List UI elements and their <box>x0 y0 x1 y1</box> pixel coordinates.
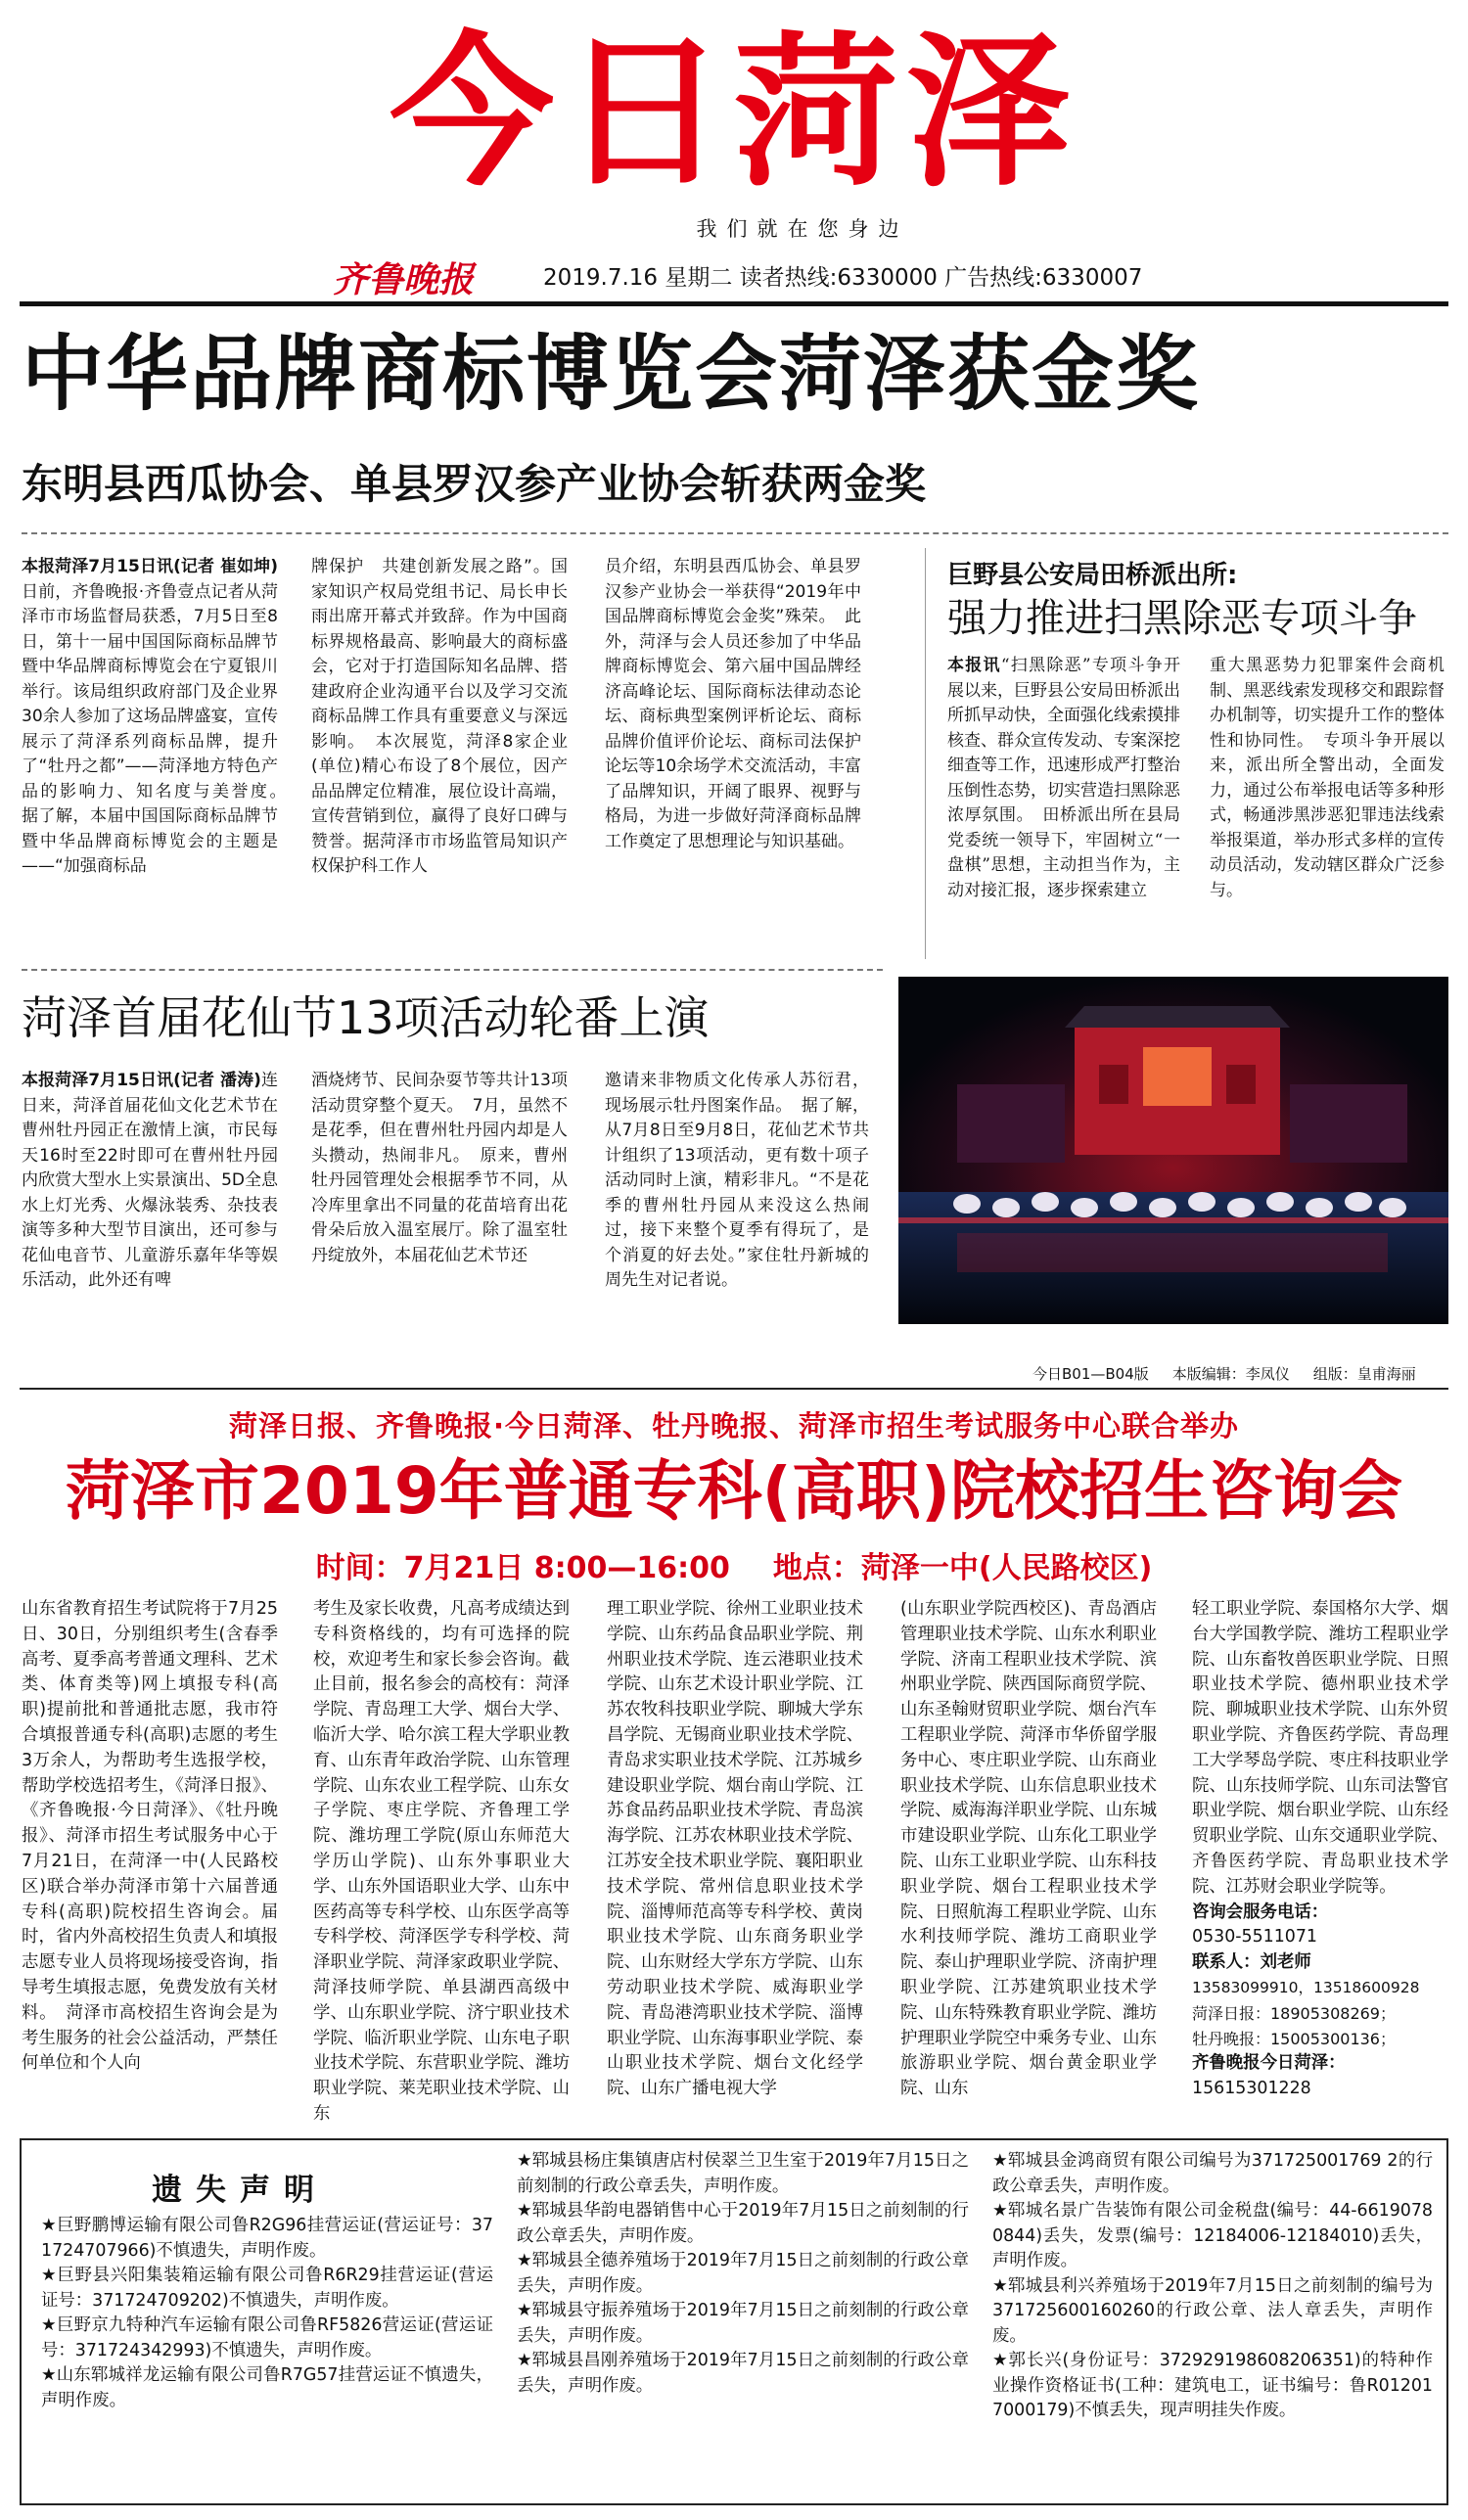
lead-column-2: 牌保护 共建创新发展之路”。国家知识产权局党组书记、局长申长雨出席开幕式并致辞。作为中国商标界规格最高、影响最大的商标盛会，它对于打造国际知名品牌、搭建政府企业沟通平台以及学习交流商标品牌工作具有重要意义与深远影响。 本次展览，菏泽8家企业(单位)精心布设了8个展位，因产品品牌定位精准，展位设计高端，宣传营销到位，赢得了良好口碑与赞誉。据菏泽市市场监管局知识产权保护科工作人 <box>311 557 568 876</box>
brand-logo: 齐鲁晚报 <box>333 259 475 300</box>
ad-time-place <box>0 1543 1468 1586</box>
column-separator <box>925 548 926 959</box>
notice-item: ★郭长兴(身份证号：372929198608206351)的特种作业操作资格证书(工种：建筑电工，证书编号：鲁R012017000179)不慎丢失，现声明挂失作废。 <box>992 2351 1433 2420</box>
sidebar-column-2: 重大黑恶势力犯罪案件会商机制、黑恶线索发现移交和跟踪督办机制等，切实提升工作的整体性和协同性。 专项斗争开展以来，派出所全警出动，全面发力，通过公布举报电话等多种形式，畅通涉黑涉恶犯罪违法线索举报渠道，举办形式多样的宣传动员活动，发动辖区群众广泛参与。 <box>1210 656 1445 900</box>
credits-pages: 今日B01—B04版 <box>1032 1365 1149 1383</box>
dateline: 2019.7.16 星期二 读者热线:6330000 广告热线:6330007 <box>543 265 1143 291</box>
ad-headline: 菏泽市2019年普通专科(高职)院校招生咨询会 <box>65 1453 1403 1529</box>
ad-column-5 <box>1192 1597 1448 2102</box>
credits-editor: 本版编辑：李凤仪 <box>1171 1365 1290 1383</box>
sidebar-headline: 强力推进扫黑除恶专项斗争 <box>947 596 1417 641</box>
notice-item: ★郓城名景广告装饰有限公司金税盘(编号：44-66190780844)丢失，发票(编号：12184006-12184010)丢失，声明作废。 <box>992 2201 1433 2270</box>
festival-column-2: 酒烧烤节、民间杂耍节等共计13项活动贯穿整个夏天。 7月，虽然不是花季，但在曹州牡丹园内却是人头攒动，热闹非凡。 原来，曹州牡丹园管理处会根据季节不同，从冷库里拿出不同量的花苗培育出花骨朵后放入温室展厅。除了温室牡丹绽放外，本届花仙艺术节还 <box>311 1071 568 1265</box>
notice-column-2 <box>517 2149 969 2399</box>
lead-byline: 本报菏泽7月15日讯(记者 崔如坤) <box>22 557 278 576</box>
ad-col5-text: 轻工职业学院、泰国格尔大学、烟台大学国教学院、潍坊工程职业学院、山东畜牧兽医职业学院、日照职业技术学院、德州职业技术学院、聊城职业技术学院、山东外贸职业学院、齐鲁医药学院、青岛理工大学琴岛学院、枣庄科技职业学院、山东技师学院、山东司法警官职业学院、烟台职业学院、山东经贸职业学院、山东交通职业学院、齐鲁医药学院、青岛职业技术学院、江苏财会职业学院等。 <box>1192 1599 1448 1897</box>
sidebar-column-1 <box>947 654 1180 903</box>
lost-notice-title: 遗失声明 <box>152 2173 328 2208</box>
notice-item: ★山东郓城祥龙运输有限公司鲁R7G57挂营运证不慎遗失，声明作废。 <box>41 2365 493 2410</box>
contact-phone: 0530-5511071 <box>1192 1927 1317 1947</box>
ad-column-1: 山东省教育招生考试院将于7月25日、30日，分别组织考生(含春季高考、夏季高考普通文理科、艺术类、体育类等)网上填报专科(高职)提前批和普通批志愿，我市符合填报普通专科(高职)志愿的考生3万余人，为帮助考生选报学校，帮助学校选招考生，《菏泽日报》、《齐鲁晚报·今日菏泽》、《牡丹晚报》、菏泽市招生考试服务中心于7月21日，在菏泽一中(人民路校区)联合举办菏泽市第十六届普通专科(高职)院校招生咨询会。届时，省内外高校招生负责人和填报志愿专业人员将现场接受咨询，指导考生填报志愿，免费发放有关材料。 菏泽市高校招生咨询会是为考生服务的社会公益活动，严禁任何单位和个人向 <box>22 1599 278 2074</box>
masthead-title: 今日菏泽 <box>390 17 1078 208</box>
masthead-slogan: 我们就在您身边 <box>696 217 909 241</box>
lead-headline: 中华品牌商标博览会菏泽获金奖 <box>22 326 1201 422</box>
ad-column-3: 理工职业学院、徐州工业职业技术学院、山东药品食品职业学院、荆州职业技术学院、连云港职业技术学院、山东艺术设计职业学院、江苏农牧科技职业学院、聊城大学东昌学院、无锡商业职业技术学院、青岛求实职业技术学院、江苏城乡建设职业学院、烟台南山学院、江苏食品药品职业技术学院、青岛滨海学院、江苏农林职业技术学院、江苏安全技术职业学院、襄阳职业技术学院、常州信息职业技术学院、淄博师范高等专科学校、黄岗职业技术学院、山东商务职业学院、山东财经大学东方学院、山东劳动职业技术学院、威海职业学院、青岛港湾职业技术学院、淄博职业学院、山东海事职业学院、泰山职业技术学院、烟台文化经学院、山东广播电视大学 <box>607 1599 863 2099</box>
lead-column-1 <box>22 555 295 880</box>
notice-item: ★巨野鹏博运输有限公司鲁R2G96挂营运证(营运证号：371724707966)不慎遗失，声明作废。 <box>41 2216 493 2261</box>
lead-col1-text: 日前，齐鲁晚报·齐鲁壹点记者从菏泽市市场监督局获悉，7月5日至8日，第十一届中国国际商标品牌节暨中华品牌商标博览会在宁夏银川举行。该局组织政府部门及企业界30余人参加了这场品牌盛宴，宣传展示了菏泽系列商标品牌，提升了“牡丹之都”——菏泽地方特色产品的影响力、知名度与美誉度。 据了解，本届中国国际商标品牌节暨中华品牌商标博览会的主题是——“加强商标品 <box>22 581 295 876</box>
credits-layout: 组版：皇甫海丽 <box>1312 1365 1416 1383</box>
masthead-rule <box>20 301 1448 306</box>
ad-top-rule <box>20 1388 1448 1390</box>
sidebar-col1-text: “扫黑除恶”专项斗争开展以来，巨野县公安局田桥派出所抓早动快，全面强化线索摸排核查、群众宣传发动、专案深挖细查等工作，迅速形成严打整治压倒性态势，切实营造扫黑除恶浓厚氛围。 田桥派出所在县局党委统一领导下，牢固树立“一盘棋”思想，主动担当作为，主动对接汇报，逐步探索建立 <box>947 656 1181 900</box>
lead-subheadline: 东明县西瓜协会、单县罗汉参产业协会斩获两金奖 <box>22 460 927 508</box>
contact-label: 咨询会服务电话： <box>1192 1901 1329 1922</box>
notice-item: ★郓城县利兴养殖场于2019年7月15日之前刻制的编号为371725600160260的行政公章、法人章丢失，声明作废。 <box>992 2275 1433 2346</box>
contact-qilu-label: 齐鲁晚报今日菏泽： <box>1192 2053 1346 2074</box>
notice-column-1 <box>41 2214 493 2413</box>
ad-place: 地点：菏泽一中(人民路校区) <box>772 1551 1153 1585</box>
notice-item: ★郓城县杨庄集镇唐店村侯翠兰卫生室于2019年7月15日之前刻制的行政公章丢失，声明作废。 <box>517 2151 969 2196</box>
notice-item: ★巨野县兴阳集装箱运输有限公司鲁R6R29挂营运证(营运证号：371724709202)不慎遗失，声明作废。 <box>41 2266 493 2311</box>
ad-time: 时间：7月21日 8:00—16:00 <box>315 1551 730 1585</box>
festival-byline: 本报菏泽7月15日讯(记者 潘涛) <box>22 1071 261 1090</box>
notice-item: ★郓城县守振养殖场于2019年7月15日之前刻制的行政公章丢失，声明作废。 <box>517 2301 969 2346</box>
lead-divider <box>22 532 1448 534</box>
ad-column-4: (山东职业学院西校区)、青岛酒店管理职业技术学院、山东水利职业学院、济南工程职业技术学院、滨州职业学院、陕西国际商贸学院、山东圣翰财贸职业学院、烟台汽车工程职业学院、菏泽市华侨留学服务中心、枣庄职业学院、山东商业职业技术学院、山东信息职业技术学院、威海海洋职业学院、山东城市建设职业学院、山东化工职业学院、山东工业职业学院、山东科技职业学院、烟台工程职业技术学院、日照航海工程职业学院、山东水利技师学院、潍坊工商职业学院、泰山护理职业学院、济南护理职业学院、江苏建筑职业技术学院、山东特殊教育职业学院、潍坊护理职业学院空中乘务专业、山东旅游职业学院、烟台黄金职业学院、山东 <box>900 1599 1157 2099</box>
ad-column-2: 考生及家长收费，凡高考成绩达到专科资格线的，均有可选择的院校，欢迎考生和家长参会咨询。截止目前，报名参会的高校有：菏泽学院、青岛理工大学、烟台大学、临沂大学、哈尔滨工程大学职业教育、山东青年政治学院、山东管理学院、山东农业工程学院、山东女子学院、枣庄学院、齐鲁理工学院、潍坊理工学院(原山东师范大学历山学院)、山东外事职业大学、山东外国语职业大学、山东中医药高等专科学校、山东医学高等专科学校、菏泽医学专科学校、菏泽职业学院、菏泽家政职业学院、菏泽技师学院、单县湖西高级中学、山东职业学院、济宁职业技术学院、临沂职业学院、山东电子职业技术学院、东营职业学院、潍坊职业学院、莱芜职业技术学院、山东 <box>313 1599 570 2124</box>
notice-item: ★巨野京九特种汽车运输有限公司鲁RF5826营运证(营运证号：371724342993)不慎遗失，声明作废。 <box>41 2315 493 2360</box>
contact-qilu-phone: 15615301228 <box>1192 2079 1311 2099</box>
contact-mudan: 牡丹晚报：15005300136； <box>1192 2029 1396 2048</box>
sidebar-byline: 本报讯 <box>947 656 1001 675</box>
contact-heze-daily: 菏泽日报：18905308269； <box>1192 2003 1396 2023</box>
section-divider <box>22 969 883 971</box>
page-credits <box>1032 1363 1416 1384</box>
festival-column-1 <box>22 1069 278 1294</box>
notice-item: ★郓城县全德养殖场于2019年7月15日之前刻制的行政公章丢失，声明作废。 <box>517 2251 969 2296</box>
festival-headline: 菏泽首届花仙节13项活动轮番上演 <box>22 991 710 1044</box>
notice-item: ★郓城县华韵电器销售中心于2019年7月15日之前刻制的行政公章丢失，声明作废。 <box>517 2201 969 2246</box>
notice-item: ★郓城县金鸿商贸有限公司编号为371725001769 2的行政公章丢失，声明作废。 <box>992 2151 1433 2196</box>
festival-stage-photo <box>898 977 1448 1324</box>
festival-column-3: 邀请来非物质文化传承人苏衍君，现场展示牡丹图案作品。 据了解，从7月8日至9月8日，花仙艺术节共计组织了13项活动，更有数十项子活动同时上演，精彩非凡。“不是花季的曹州牡丹园从来没这么热闹过，接下来整个夏季有得玩了，是个消夏的好去处。”家住牡丹新城的周先生对记者说。 <box>605 1071 869 1290</box>
sidebar-kicker: 巨野县公安局田桥派出所: <box>947 561 1238 590</box>
ad-organizers: 菏泽日报、齐鲁晚报·今日菏泽、牡丹晚报、菏泽市招生考试服务中心联合举办 <box>228 1409 1240 1443</box>
contact-person: 联系人：刘老师 <box>1192 1952 1311 1973</box>
contact-mobiles: 13583099910，13518600928 <box>1192 1978 1420 1996</box>
notice-item: ★郓城县昌刚养殖场于2019年7月15日之前刻制的行政公章丢失，声明作废。 <box>517 2351 969 2396</box>
lead-column-3: 员介绍，东明县西瓜协会、单县罗汉参产业协会一举获得“2019年中国品牌商标博览会金奖”殊荣。 此外，菏泽与会人员还参加了中华品牌商标博览会、第六届中国品牌经济高峰论坛、国际商标法律动态论坛、商标典型案例评析论坛、商标品牌价值评价论坛、商标司法保护论坛等10余场学术交流活动，丰富了品牌知识，开阔了眼界、视野与格局，为进一步做好菏泽商标品牌工作奠定了思想理论与知识基础。 <box>605 557 861 851</box>
festival-col1-text: 连日来，菏泽首届花仙文化艺术节在曹州牡丹园正在激情上演，市民每天16时至22时即可在曹州牡丹园内欣赏大型水上实景演出、5D全息水上灯光秀、火爆泳装秀、杂技表演等多种大型节目演出，还可参与花仙电音节、儿童游乐嘉年华等娱乐活动，此外还有啤 <box>22 1071 279 1290</box>
notice-column-3 <box>992 2149 1433 2424</box>
stage-illustration <box>898 977 1448 1324</box>
